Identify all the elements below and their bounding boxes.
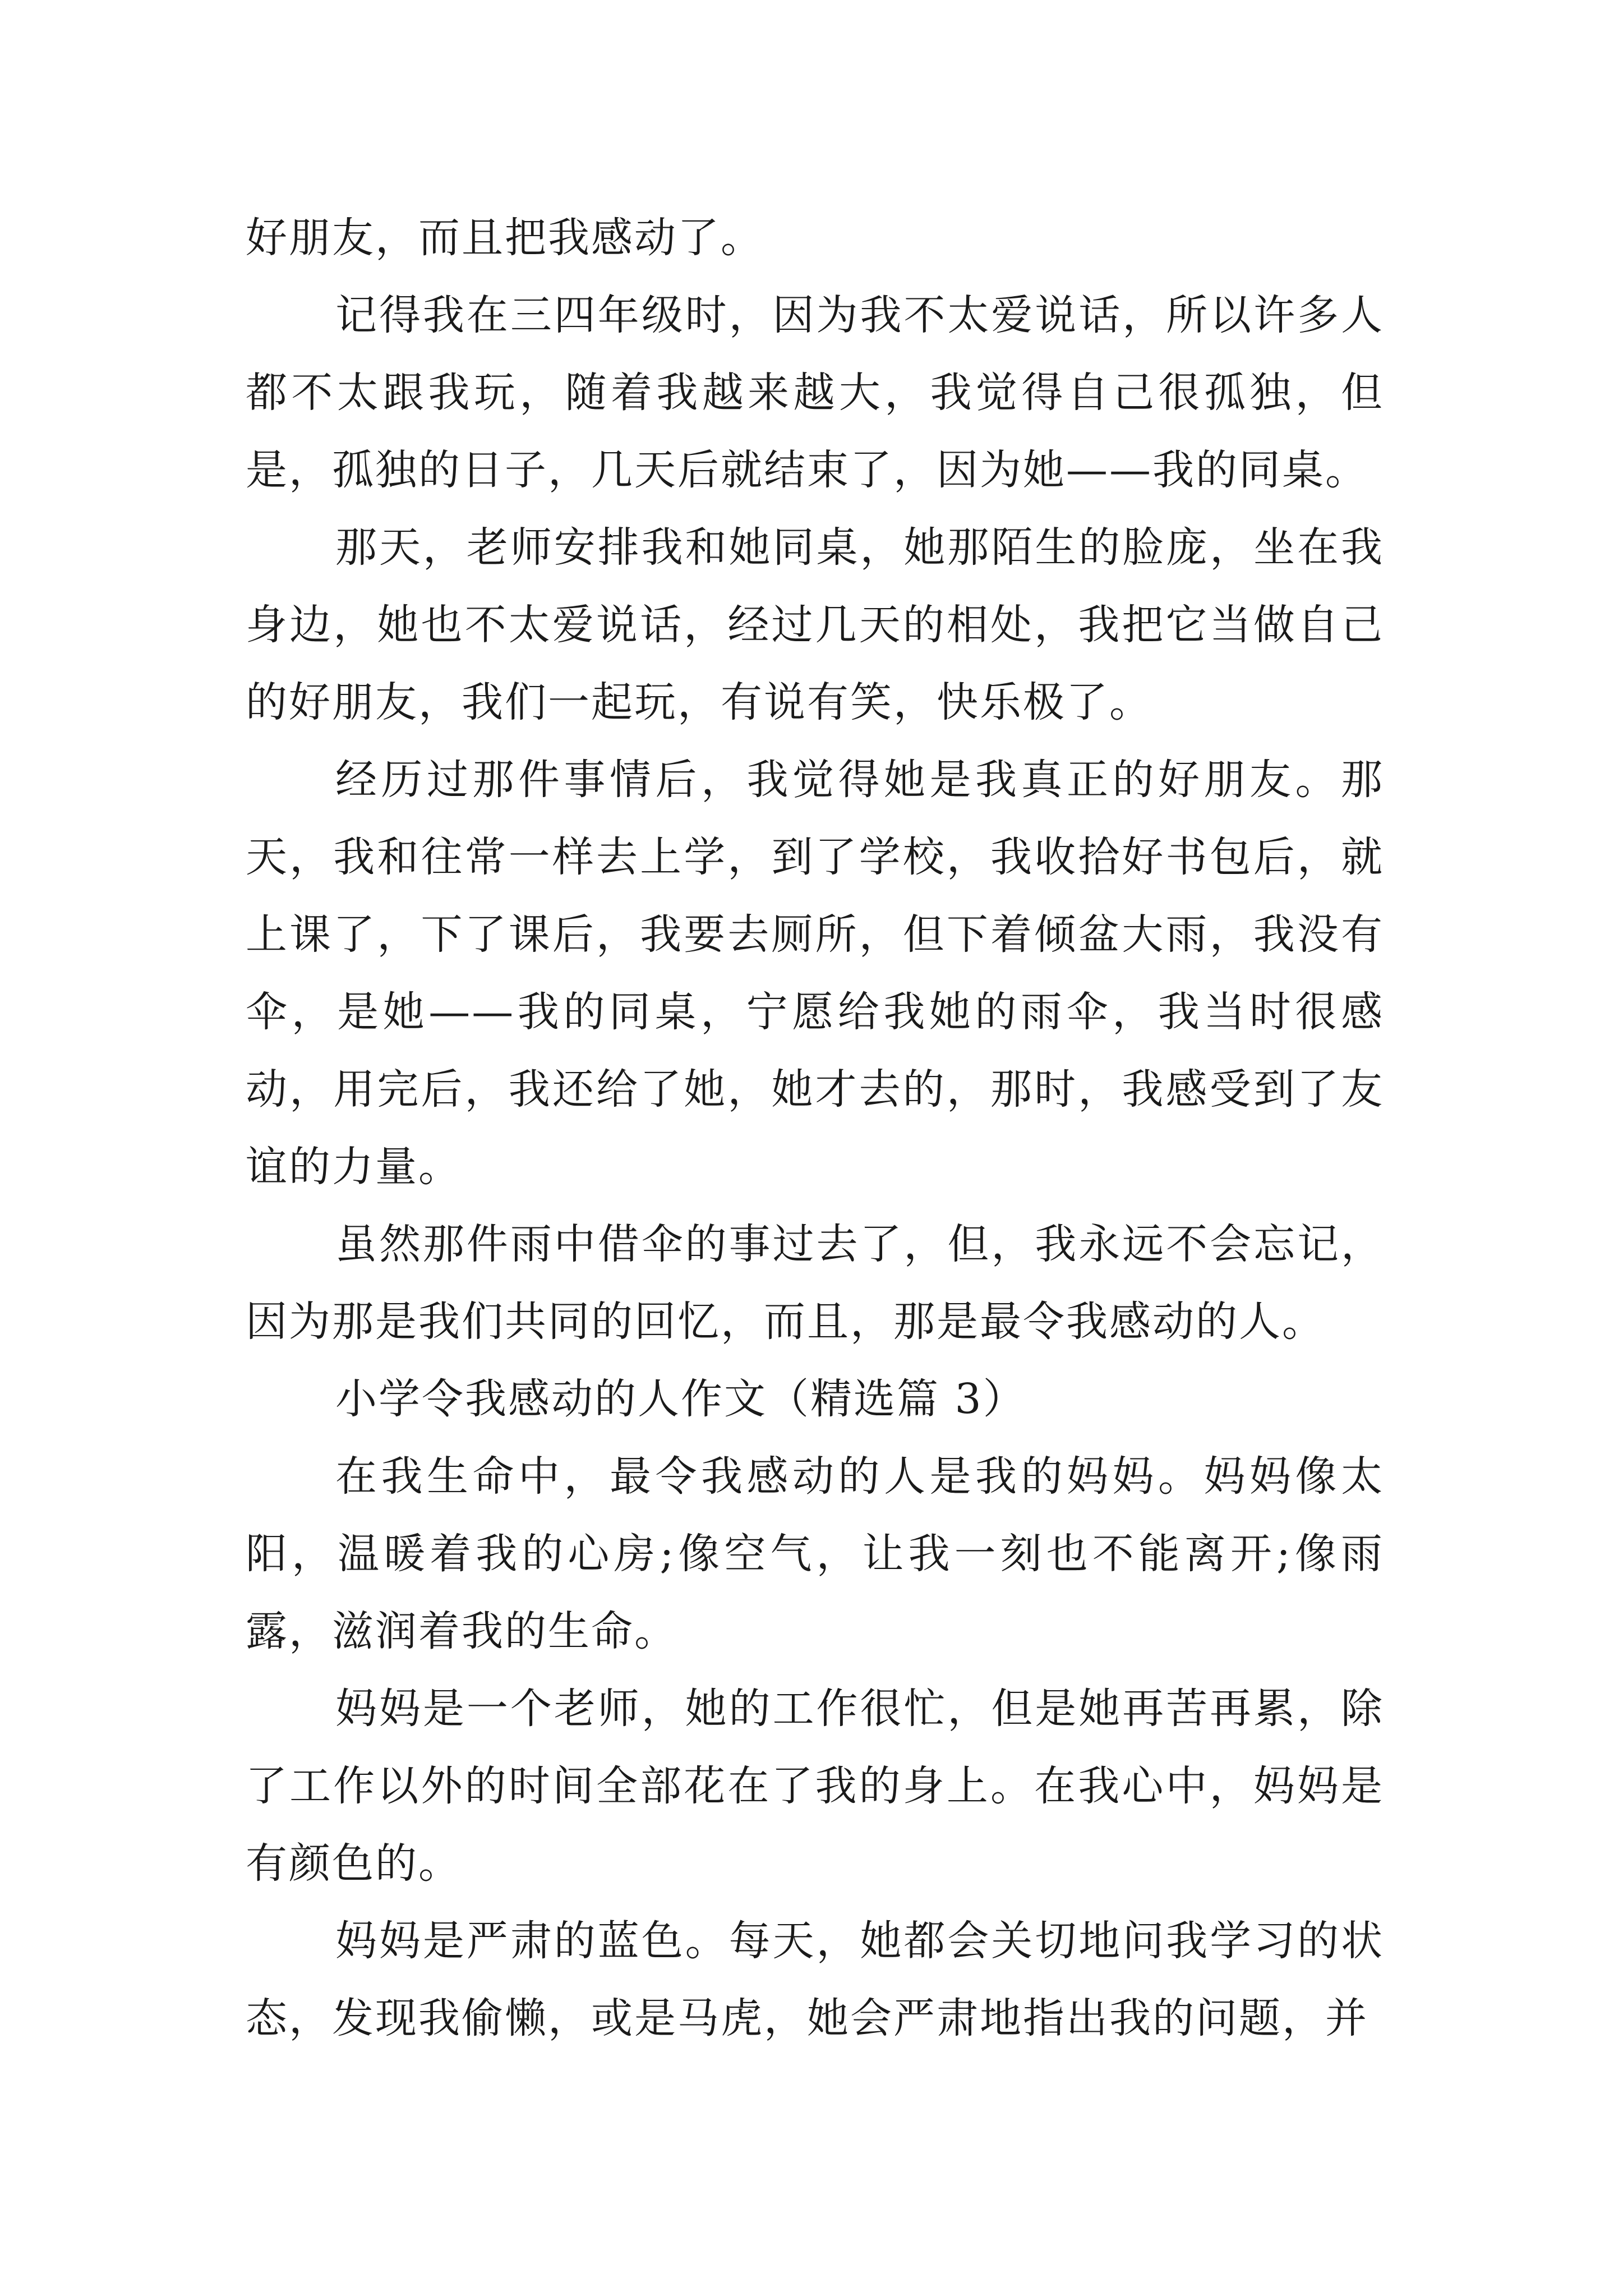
paragraph: 虽然那件雨中借伞的事过去了，但，我永远不会忘记，因为那是我们共同的回忆，而且，那是最令我感动的人。 [246,1220,1384,1346]
paragraph: 那天，老师安排我和她同桌，她那陌生的脸庞，坐在我身边，她也不太爱说话，经过几天的相处，我把它当做自己的好朋友，我们一起玩，有说有笑，快乐极了。 [246,523,1384,726]
paragraph: 妈妈是严肃的蓝色。每天，她都会关切地问我学习的状态，发现我偷懒，或是马虎，她会严肃地指出我的问题，并 [246,1917,1384,2042]
paragraph: 经历过那件事情后，我觉得她是我真正的好朋友。那天，我和往常一样去上学，到了学校，我收拾好书包后，就上课了，下了课后，我要去厕所，但下着倾盆大雨，我没有伞，是她——我的同桌，宁愿给我她的雨伞，我当时很感动，用完后，我还给了她，她才去的，那时，我感受到了友谊的力量。 [246,756,1384,1191]
paragraph: 妈妈是一个老师，她的工作很忙，但是她再苦再累，除了工作以外的时间全部花在了我的身上。在我心中，妈妈是有颜色的。 [246,1685,1384,1888]
paragraph: 记得我在三四年级时，因为我不太爱说话，所以许多人都不太跟我玩，随着我越来越大，我觉得自己很孤独，但是，孤独的日子，几天后就结束了，因为她——我的同桌。 [246,291,1384,494]
document-body [246,199,1384,2057]
paragraph: 在我生命中，最令我感动的人是我的妈妈。妈妈像太阳，温暖着我的心房;像空气，让我一刻也不能离开;像雨露，滋润着我的生命。 [246,1452,1384,1655]
paragraph: 好朋友，而且把我感动了。 [246,214,764,262]
section-heading: 小学令我感动的人作文（精选篇 3） [335,1375,1026,1423]
